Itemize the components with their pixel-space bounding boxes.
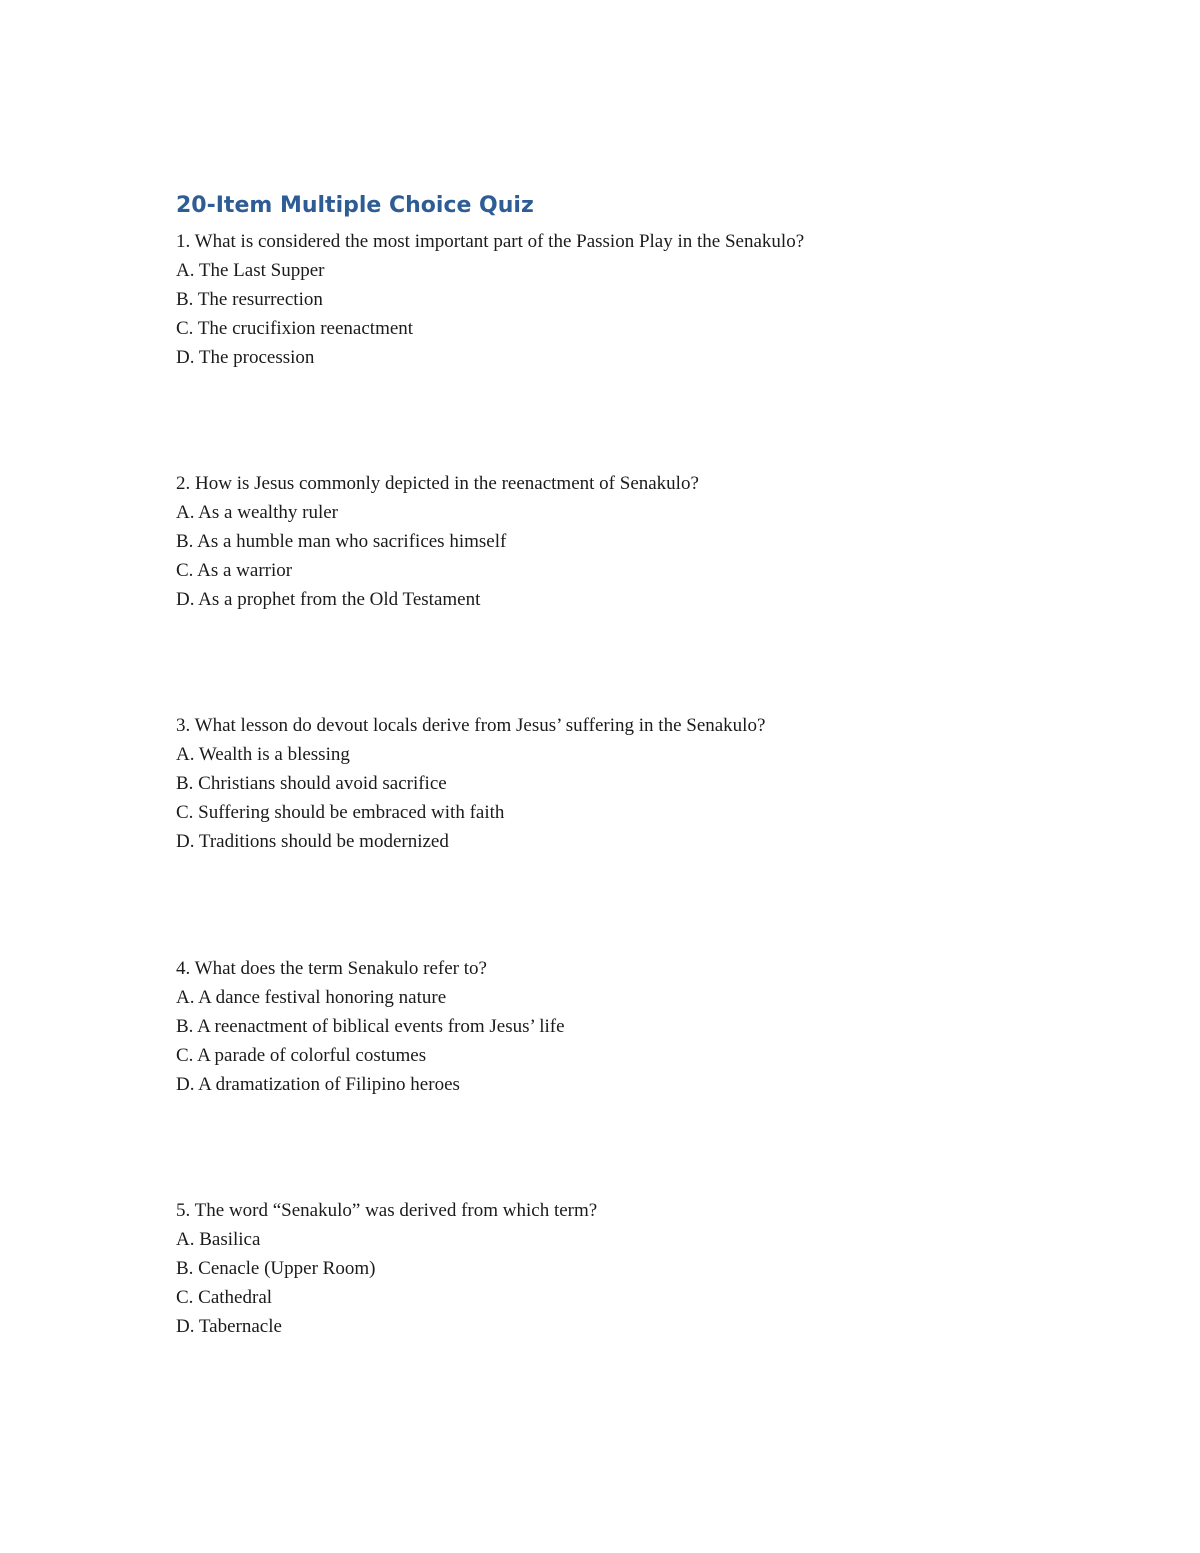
option-d: D. A dramatization of Filipino heroes xyxy=(176,1074,460,1095)
option-a: A. As a wealthy ruler xyxy=(176,502,338,523)
option-d: D. Tabernacle xyxy=(176,1316,282,1337)
option-b: B. Christians should avoid sacrifice xyxy=(176,773,447,794)
option-c: C. The crucifixion reenactment xyxy=(176,318,414,339)
option-c: C. Cathedral xyxy=(176,1287,273,1308)
option-c: C. As a warrior xyxy=(176,560,293,581)
question-text: 4. What does the term Senakulo refer to? xyxy=(176,958,487,979)
option-a: A. Wealth is a blessing xyxy=(176,744,350,765)
option-a: A. The Last Supper xyxy=(176,260,325,281)
question-text: 3. What lesson do devout locals derive from Jesus’ suffering in the Senakulo? xyxy=(176,715,766,736)
option-b: B. As a humble man who sacrifices himself xyxy=(176,531,507,552)
option-a: A. A dance festival honoring nature xyxy=(176,987,447,1008)
question-text: 1. What is considered the most important part of the Passion Play in the Senakulo? xyxy=(176,231,805,252)
option-b: B. A reenactment of biblical events from Jesus’ life xyxy=(176,1016,565,1037)
option-d: D. Traditions should be modernized xyxy=(176,831,449,852)
question-text: 2. How is Jesus commonly depicted in the reenactment of Senakulo? xyxy=(176,473,699,494)
question-block-4 xyxy=(176,954,1076,1099)
option-b: B. The resurrection xyxy=(176,289,323,310)
option-b: B. Cenacle (Upper Room) xyxy=(176,1258,376,1279)
question-block-3 xyxy=(176,711,1076,856)
option-c: C. A parade of colorful costumes xyxy=(176,1045,427,1066)
option-a: A. Basilica xyxy=(176,1229,261,1250)
question-block-1 xyxy=(176,227,1076,372)
question-block-5 xyxy=(176,1196,1076,1341)
option-d: D. The procession xyxy=(176,347,315,368)
quiz-title: 20-Item Multiple Choice Quiz xyxy=(176,193,534,218)
question-text: 5. The word “Senakulo” was derived from which term? xyxy=(176,1200,598,1221)
option-c: C. Suffering should be embraced with faith xyxy=(176,802,505,823)
option-d: D. As a prophet from the Old Testament xyxy=(176,589,481,610)
question-block-2 xyxy=(176,469,1076,614)
